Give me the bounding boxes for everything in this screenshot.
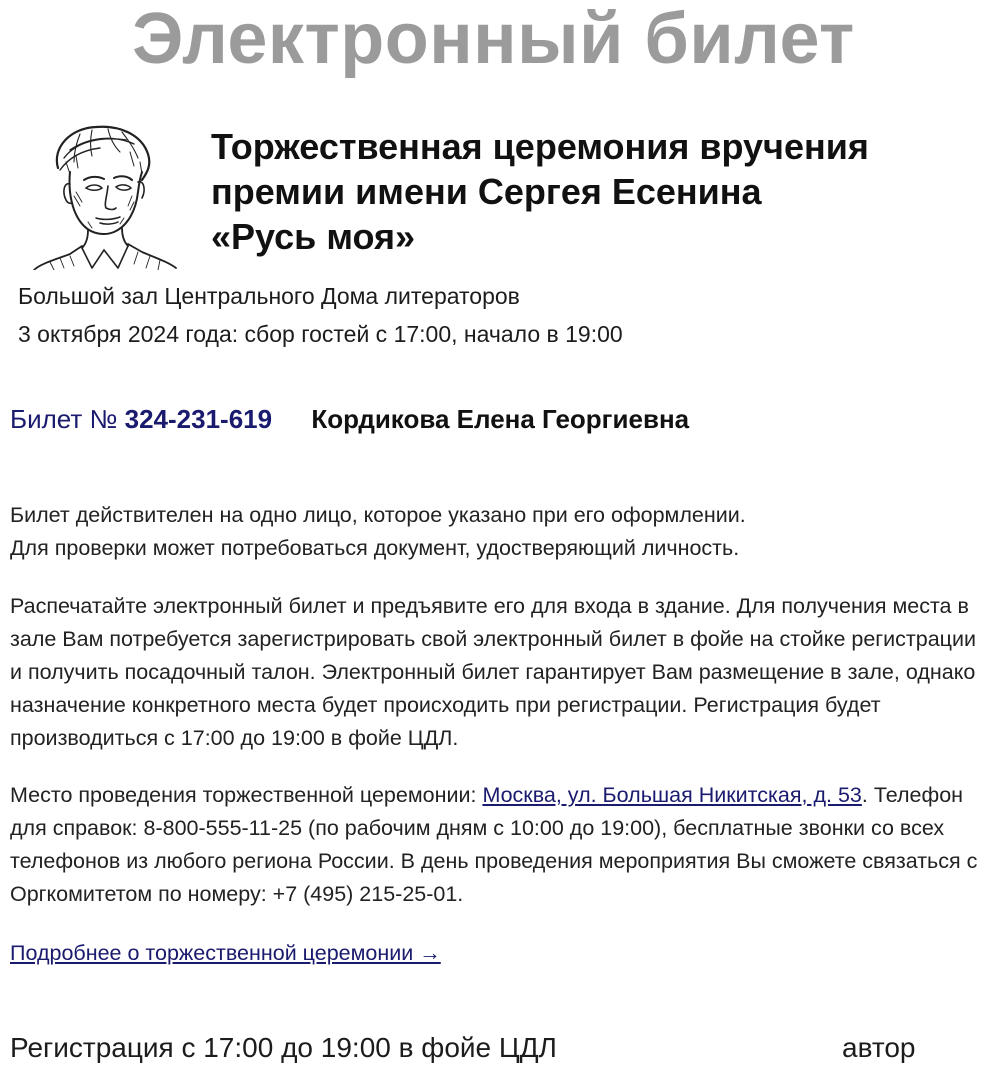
ticket-holder-name: Кордикова Елена Георгиевна — [311, 404, 690, 434]
validity-line: Билет действителен на одно лицо, которое указано при его оформлении. — [10, 503, 746, 527]
ceremony-details-link[interactable]: Подробнее о торжественной церемонии → — [10, 941, 441, 965]
address-link[interactable]: Москва, ул. Большая Никитская, д. 53 — [482, 783, 862, 807]
location-prefix: Место проведения торжественной церемонии: — [10, 783, 483, 807]
location-suffix: . — [861, 783, 868, 807]
location-paragraph — [10, 779, 985, 911]
more-info — [10, 937, 985, 970]
author-footer: автор — [842, 1032, 916, 1063]
registration-footer: Регистрация с 17:00 до 19:00 в фойе ЦДЛ — [10, 1032, 557, 1063]
ticket-label: Билет № — [10, 404, 118, 434]
validity-notice — [10, 499, 985, 565]
event-title — [211, 124, 971, 259]
validity-line: Для проверки может потребоваться документ, удостверяющий личность. — [10, 536, 740, 560]
ticket-info-row — [10, 402, 689, 436]
event-venue: Большой зал Центрального Дома литераторов — [18, 283, 520, 309]
instructions-paragraph: Распечатайте электронный билет и предъявите его для входа в здание. Для получения места в зале Вам потребуется зарегистрировать свой электронный билет в фойе на стойке регистрации и получить посадочный талон. Электронный билет гарантирует Вам размещение в зале, однако назначение конкретного места будет происходить при регистрации. Регистрация будет производиться с 17:00 до 19:00 в фойе ЦДЛ. — [10, 594, 976, 750]
esenin-portrait-image — [30, 122, 178, 270]
event-title-line: премии имени Сергея Есенина — [211, 171, 762, 212]
ticket-number: 324-231-619 — [124, 404, 273, 434]
event-datetime: 3 октября 2024 года: сбор гостей с 17:00, начало в 19:00 — [18, 321, 623, 347]
event-title-line: «Русь моя» — [211, 216, 416, 257]
event-title-line: Торжественная церемония вручения — [211, 126, 869, 167]
phone-info: Телефон для справок: 8-800-555-11-25 (по рабочим дням с 10:00 до 19:00), бесплатные звонки со всех телефонов из любого региона России. В день проведения мероприятия Вы сможете связаться с Оргкомитетом по номеру: +7 (495) 215-25-01. — [10, 783, 978, 906]
document-title: Электронный билет — [132, 0, 855, 79]
